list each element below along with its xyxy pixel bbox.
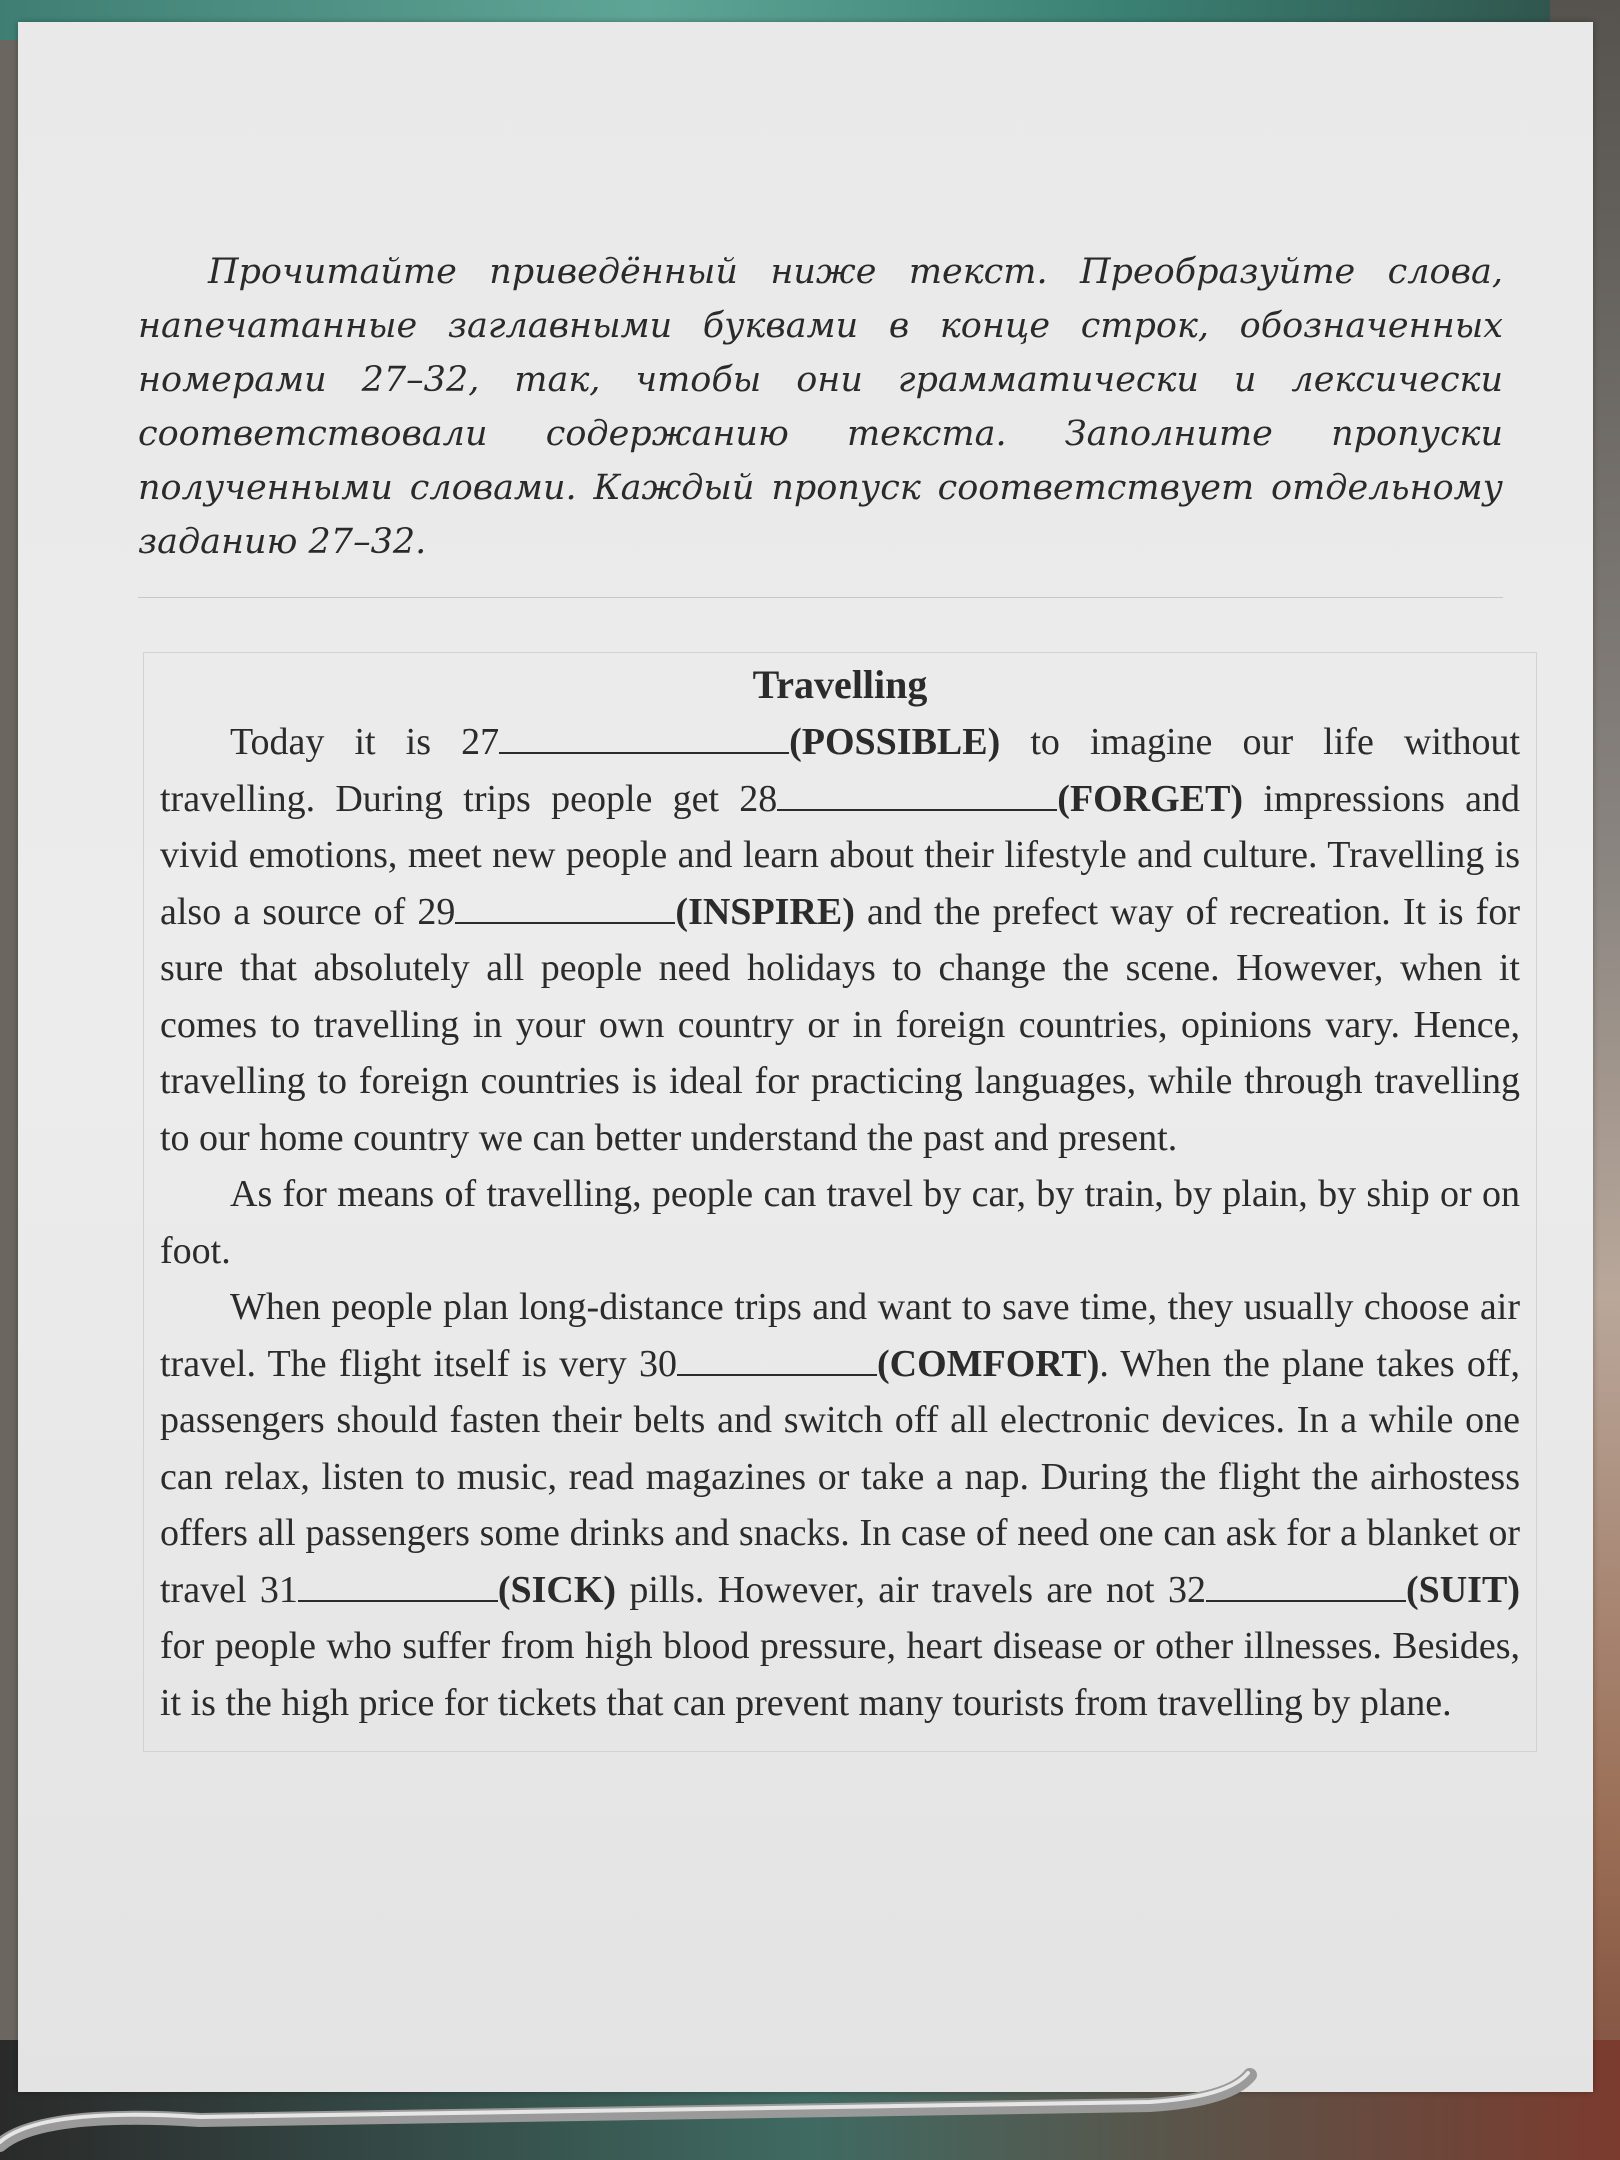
answer-gap-29[interactable] bbox=[455, 892, 675, 924]
gap-number-30: 30 bbox=[638, 1342, 677, 1385]
gap-number-31: 31 bbox=[259, 1568, 298, 1611]
worksheet-page bbox=[18, 22, 1593, 2092]
passage-title: Travelling bbox=[752, 662, 928, 707]
text-segment: When people plan long-distance trips and want to save time, they usually choose air travel. The flight itself is very bbox=[160, 1286, 1520, 1385]
paragraph-3 bbox=[160, 1279, 1520, 1731]
paragraph-2: As for means of travelling, people can travel by car, by train, by plain, by ship or on foot. bbox=[160, 1173, 1520, 1272]
answer-gap-30[interactable] bbox=[677, 1344, 877, 1376]
text-segment: for people who suffer from high blood pressure, heart disease or other illnesses. Besides, it is the high price for tickets that can prevent many tourists from travelling by plane. bbox=[160, 1625, 1520, 1724]
key-word-30: (COMFORT) bbox=[876, 1342, 1100, 1385]
text-segment: to imagine our life without travelling. During trips people get bbox=[160, 721, 1521, 820]
passage-box bbox=[143, 652, 1537, 1752]
text-segment: and the prefect way of recreation. It is for sure that absolutely all people need holidays to change the scene. However, when it comes to travelling in your own country or in foreign countries, opinions vary. Hence, travelling to foreign countries is ideal for practicing languages, while through travelling to our home country we can better understand the past and present. bbox=[160, 890, 1520, 1159]
text-segment: . When the plane takes off, passengers should fasten their belts and switch off all electronic devices. In a while one can relax, listen to music, read magazines or take a nap. During the flight the airhostess offers all passengers some drinks and snacks. In case of need one can ask for a blanket or travel bbox=[160, 1342, 1520, 1611]
answer-gap-31[interactable] bbox=[298, 1570, 498, 1602]
answer-gap-32[interactable] bbox=[1206, 1570, 1406, 1602]
answer-gap-28[interactable] bbox=[777, 779, 1057, 811]
task-instruction: Прочитайте приведённый ниже текст. Преобразуйте слова, напечатанные заглавными буквами в конце строк, обозначенных номерами 27–32, так, чтобы они грамматически и лексически соответствовали содержанию текста. Заполните пропуски полученными словами. Каждый пропуск соответствует отдельному заданию 27–32. bbox=[138, 245, 1503, 598]
key-word-27: (POSSIBLE) bbox=[789, 721, 1001, 763]
text-segment: Today it is bbox=[230, 721, 462, 763]
key-word-29: (INSPIRE) bbox=[675, 890, 855, 933]
key-word-31: (SICK) bbox=[497, 1568, 617, 1611]
gap-number-28: 28 bbox=[739, 777, 778, 820]
metal-stand bbox=[0, 2050, 1300, 2160]
text-segment: pills. However, air travels are not bbox=[616, 1568, 1168, 1611]
text-segment: impressions and vivid emotions, meet new people and learn about their lifestyle and culture. Travelling is also a source of bbox=[160, 777, 1520, 933]
key-word-32: (SUIT) bbox=[1405, 1568, 1520, 1611]
gap-number-32: 32 bbox=[1167, 1568, 1206, 1611]
gap-number-29: 29 bbox=[417, 890, 456, 933]
key-word-28: (FORGET) bbox=[1057, 777, 1244, 820]
answer-gap-27[interactable] bbox=[499, 722, 789, 754]
gap-number-27: 27 bbox=[461, 721, 500, 763]
paragraph-1 bbox=[160, 714, 1520, 1166]
